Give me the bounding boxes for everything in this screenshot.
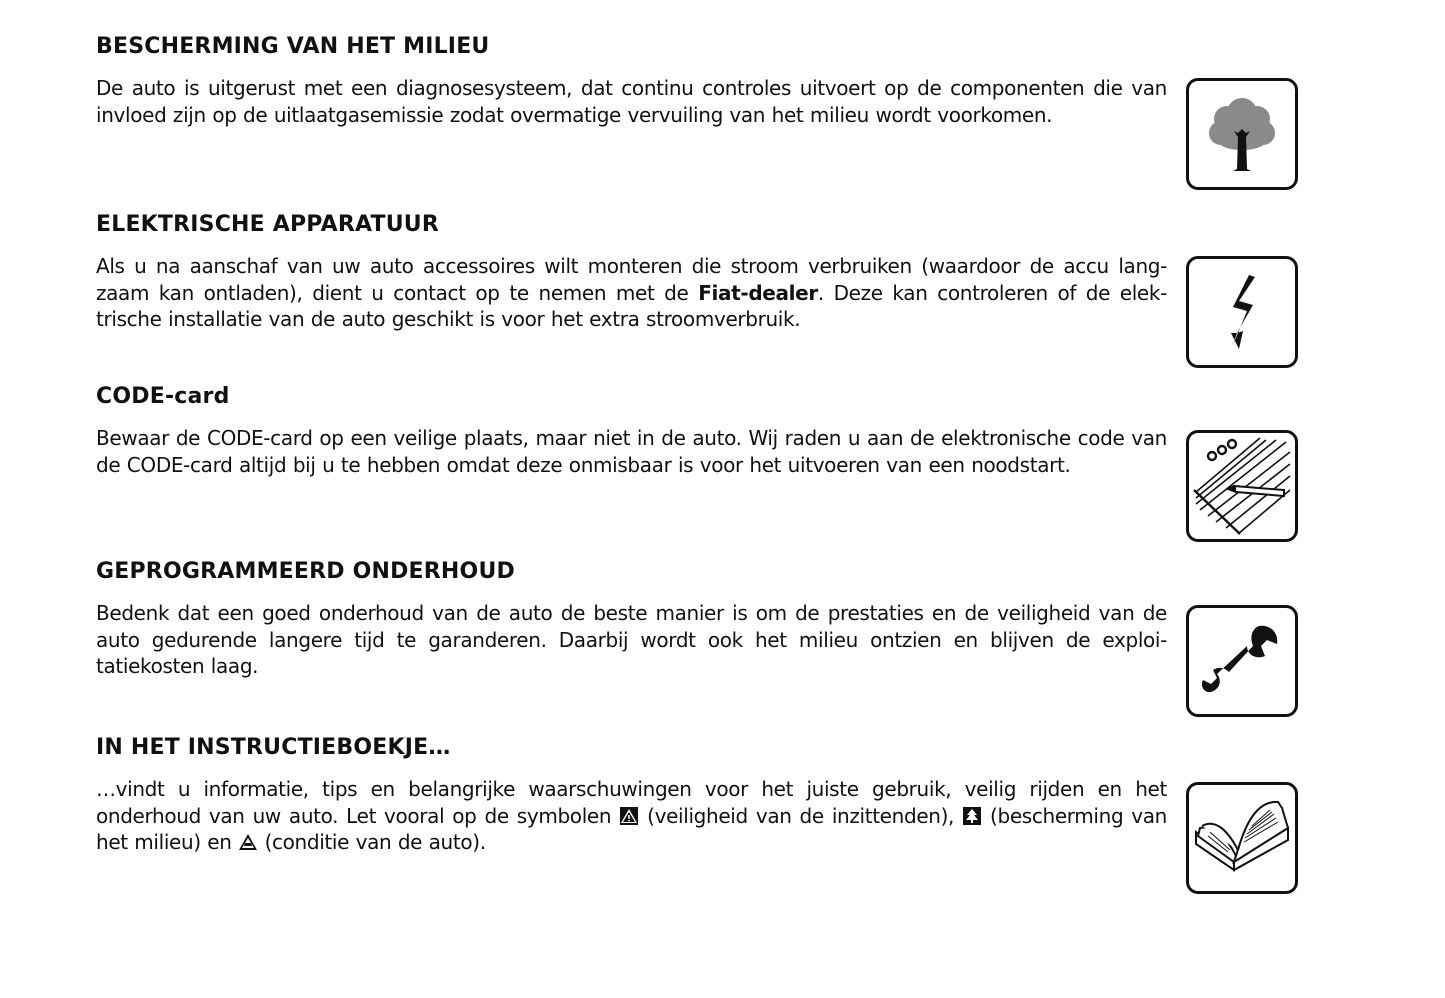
fiat-dealer-label: Fiat-dealer bbox=[698, 280, 818, 305]
text-instructie-part3: (bescherming van het milieu) en bbox=[96, 803, 1168, 854]
heading-elektrisch: ELEKTRISCHE APPARATUUR bbox=[96, 212, 439, 237]
lightning-icon bbox=[1186, 256, 1298, 368]
heading-onderhoud: GEPROGRAMMEERD ONDERHOUD bbox=[96, 559, 515, 584]
wrench-icon bbox=[1186, 605, 1298, 717]
text-milieu: De auto is uitgerust met een diagnosesysteem, dat continu controles uitvoert op de componenten die van invloed zijn op de uitlaatgasemissie zodat overmatige vervuiling van het milieu wordt voorkomen. bbox=[96, 76, 1167, 127]
text-instructie-part1: …vindt u informatie, tips en belangrijke waarschuwingen voor het juiste gebruik, veilig rijden en het onderhoud van uw auto. Let vooral op de symbolen bbox=[96, 777, 1167, 828]
heading-milieu: BESCHERMING VAN HET MILIEU bbox=[96, 34, 490, 59]
section-instructieboekje bbox=[96, 734, 1167, 856]
tree-icon bbox=[1186, 78, 1298, 190]
text-instructieboekje bbox=[96, 776, 1167, 856]
heading-codecard: CODE-card bbox=[96, 384, 230, 409]
heading-instructieboekje: IN HET INSTRUCTIEBOEKJE… bbox=[96, 735, 451, 760]
text-instructie-part2: (veiligheid van de inzittenden), bbox=[639, 803, 963, 828]
section-milieu bbox=[96, 33, 1167, 128]
environment-symbol-icon bbox=[962, 806, 982, 826]
section-codecard bbox=[96, 383, 1167, 478]
text-codecard: Bewaar de CODE-card op een veilige plaats, maar niet in de auto. Wij raden u aan de elektronische code van de CODE-card altijd bij u te hebben omdat deze onmisbaar is voor het uitvoeren van een noodstart. bbox=[96, 426, 1167, 477]
text-elektrisch bbox=[96, 253, 1167, 333]
text-elektrisch-part2: . Deze kan controleren of de elek- trische installatie van de auto geschikt is voor het extra stroomverbruik. bbox=[96, 280, 1167, 331]
text-instructie-part4: (conditie van de auto). bbox=[258, 830, 486, 854]
text-onderhoud: Bedenk dat een goed onderhoud van de auto de beste manier is om de prestaties en de veiligheid van de auto gedurende langere tijd te garanderen. Daarbij wordt ook het milieu ontzien en blijven de exploi- tatiekosten laag. bbox=[96, 601, 1167, 678]
notepad-pencil-icon bbox=[1186, 430, 1298, 542]
warning-triangle-icon bbox=[619, 806, 639, 826]
text-elektrisch-part1: Als u na aanschaf van uw auto accessoires wilt monteren die stroom verbruiken (waardoor de accu lang- zaam kan ontladen), dient u contact op te nemen met de bbox=[96, 254, 1167, 305]
car-condition-icon bbox=[238, 832, 258, 852]
section-onderhoud bbox=[96, 558, 1167, 680]
open-book-icon bbox=[1186, 782, 1298, 894]
section-elektrisch bbox=[96, 211, 1167, 333]
